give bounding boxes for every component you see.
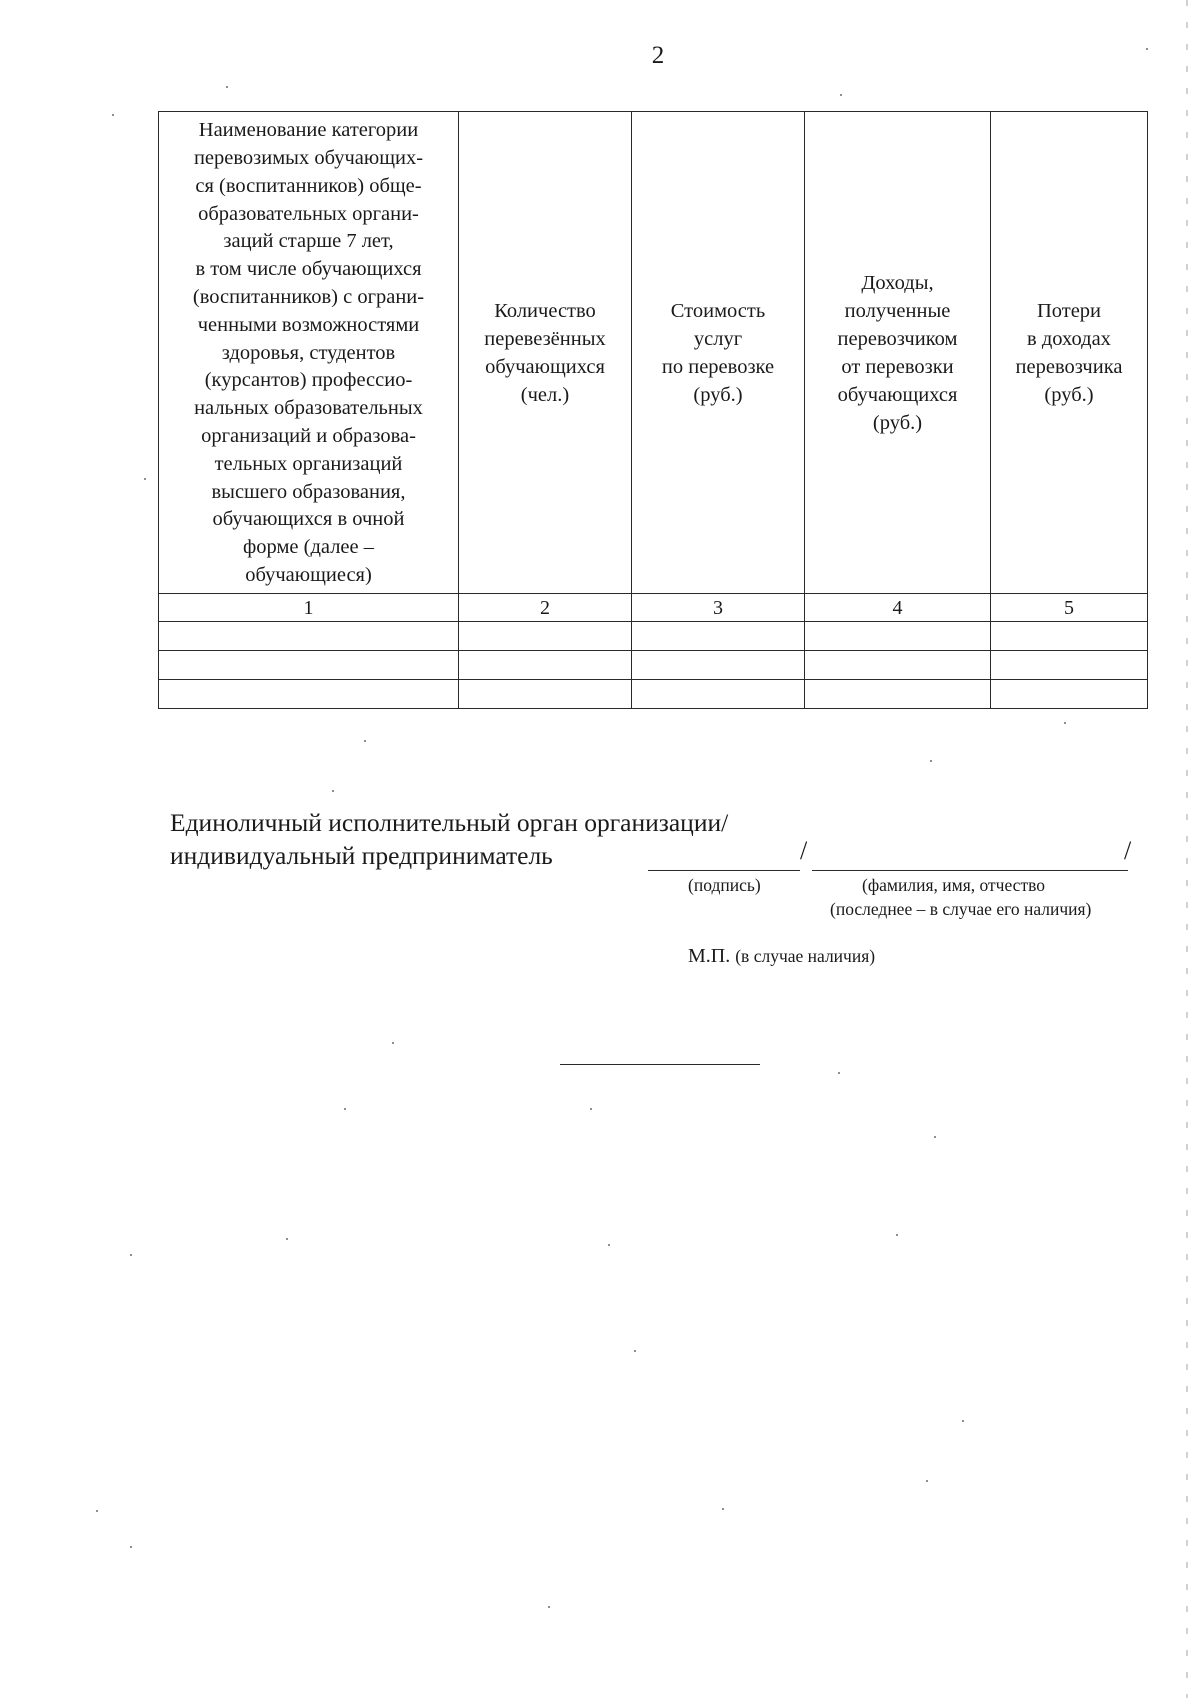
table-cell [632,651,805,680]
column-number: 3 [632,594,805,622]
scan-speck [344,1108,346,1110]
scan-speck [392,1042,394,1044]
scan-speck [608,1244,610,1246]
stamp-place [688,945,875,968]
report-table [158,111,1148,709]
table-header-row [159,112,1148,594]
scan-speck [838,1072,840,1074]
table-cell [991,622,1148,651]
stamp-label: М.П. [688,945,731,967]
table-cell [459,622,632,651]
table-row [159,622,1148,651]
scan-speck [840,94,842,96]
scan-speck [722,1508,724,1510]
separator-slash: / [1124,836,1132,865]
scan-speck [286,1238,288,1240]
table-cell [159,680,459,709]
column-number: 1 [159,594,459,622]
table-cell [459,651,632,680]
table-cell [459,680,632,709]
scan-speck [1146,48,1148,50]
header-category: Наименование категории перевозимых обучающих- ся (воспитанников) обще- образовательных органи- заций старше 7 лет, в том числе обучающихся (воспитанников) с ограни- ченными возможностями здоровья, студентов (курсантов) профессио- нальных образовательных организаций и образова- тельных организаций высшего образования, обучающихся в очной форме (далее – обучающиеся) [159,112,459,594]
stamp-note: (в случае наличия) [735,946,876,966]
header-income: Доходы, полученные перевозчиком от перевозки обучающихся (руб.) [805,112,991,594]
table-cell [805,680,991,709]
scan-speck [934,1136,936,1138]
scan-speck [634,1350,636,1352]
table-row [159,680,1148,709]
scan-speck [226,86,228,88]
end-rule [560,1064,760,1065]
page-number: 2 [651,42,665,69]
scan-speck [926,1480,928,1482]
table-row [159,651,1148,680]
signature-field[interactable] [648,842,800,871]
scan-speck [364,740,366,742]
scan-speck [590,1108,592,1110]
scan-speck [130,1254,132,1256]
table-cell [632,680,805,709]
full-name-caption-note: (последнее – в случае его наличия) [830,899,1092,919]
table-cell [805,622,991,651]
column-number-row [159,594,1148,622]
full-name-caption: (фамилия, имя, отчество [862,875,1045,895]
full-name-field[interactable] [812,842,1128,871]
header-losses: Потери в доходах перевозчика (руб.) [991,112,1148,594]
scan-speck [112,114,114,116]
scan-speck [962,1420,964,1422]
table-cell [805,651,991,680]
signatory-title [170,806,728,872]
scan-speck [1064,722,1066,724]
column-number: 5 [991,594,1148,622]
scan-speck [130,1546,132,1548]
header-quantity: Количество перевезённых обучающихся (чел.) [459,112,632,594]
table-cell [632,622,805,651]
signature-caption: (подпись) [688,875,761,895]
table-cell [991,651,1148,680]
column-number: 4 [805,594,991,622]
table-cell [159,651,459,680]
scan-speck [548,1606,550,1608]
column-number: 2 [459,594,632,622]
signatory-line-1: Единоличный исполнительный орган организации/ [170,808,729,837]
scan-speck [96,1510,98,1512]
scan-speck [332,790,334,792]
separator-slash: / [800,836,808,865]
header-cost: Стоимость услуг по перевозке (руб.) [632,112,805,594]
signatory-line-2: индивидуальный предприниматель [170,841,553,870]
table-cell [991,680,1148,709]
scan-edge-mark [1186,0,1188,1698]
table-cell [159,622,459,651]
scan-speck [144,478,146,480]
scan-speck [930,760,932,762]
scan-speck [896,1234,898,1236]
